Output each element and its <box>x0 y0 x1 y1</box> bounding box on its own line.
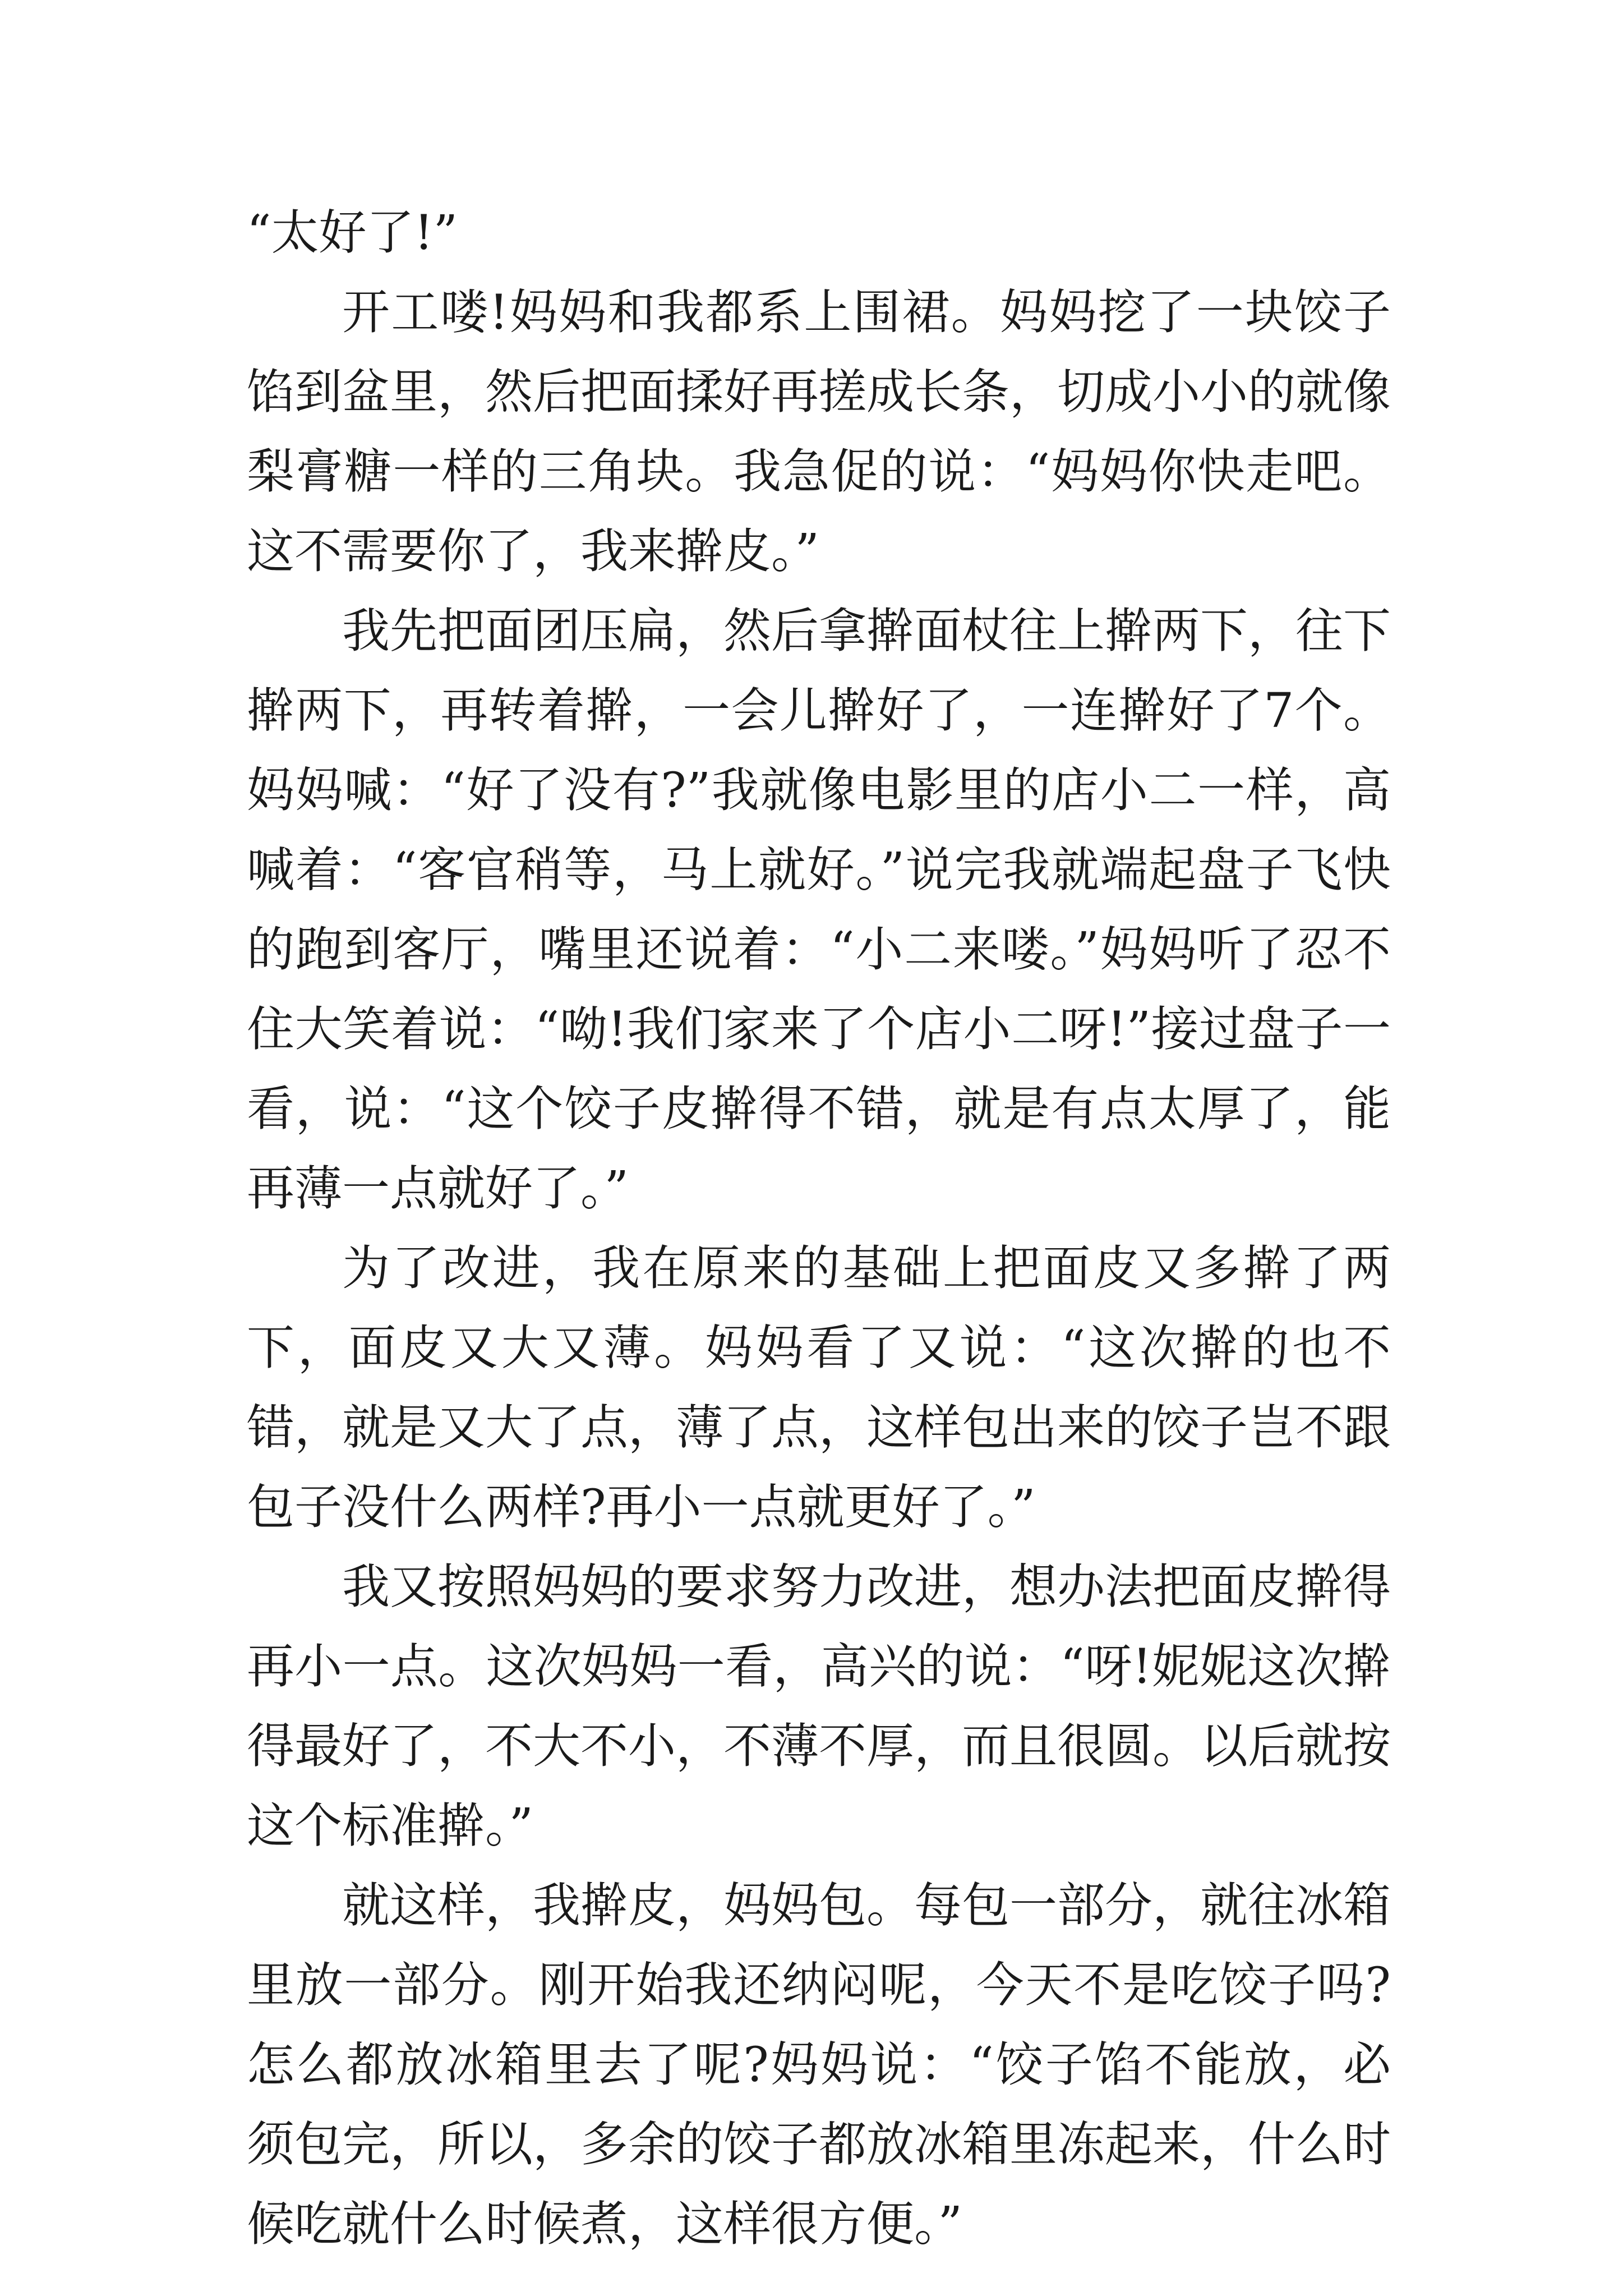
paragraph: “太好了!” <box>247 205 458 261</box>
paragraph: 为了改进，我在原来的基础上把面皮又多擀了两下，面皮又大又薄。妈妈看了又说：“这次擀的也不错，就是又大了点，薄了点，这样包出来的饺子岂不跟包子没什么两样?再小一点就更好了。” <box>247 1241 1391 1535</box>
body-text <box>247 194 1391 2265</box>
paragraph: 就这样，我擀皮，妈妈包。每包一部分，就往冰箱里放一部分。刚开始我还纳闷呢，今天不是吃饺子吗?怎么都放冰箱里去了呢?妈妈说：“饺子馅不能放，必须包完，所以，多余的饺子都放冰箱里冻起来，什么时候吃就什么时候煮，这样很方便。” <box>247 1878 1391 2252</box>
paragraph: 开工喽!妈妈和我都系上围裙。妈妈挖了一块饺子馅到盆里，然后把面揉好再搓成长条，切成小小的就像梨膏糖一样的三角块。我急促的说：“妈妈你快走吧。这不需要你了，我来擀皮。” <box>247 285 1391 579</box>
paragraph: 我又按照妈妈的要求努力改进，想办法把面皮擀得再小一点。这次妈妈一看，高兴的说：“呀!妮妮这次擀得最好了，不大不小，不薄不厚，而且很圆。以后就按这个标准擀。” <box>247 1559 1391 1854</box>
paragraph: 我先把面团压扁，然后拿擀面杖往上擀两下，往下擀两下，再转着擀，一会儿擀好了，一连擀好了7个。妈妈喊：“好了没有?”我就像电影里的店小二一样，高喊着：“客官稍等，马上就好。”说完我就端起盘子飞快的跑到客厅，嘴里还说着：“小二来喽。”妈妈听了忍不住大笑着说：“呦!我们家来了个店小二呀!”接过盘子一看，说：“这个饺子皮擀得不错，就是有点太厚了，能再薄一点就好了。” <box>247 604 1391 1217</box>
